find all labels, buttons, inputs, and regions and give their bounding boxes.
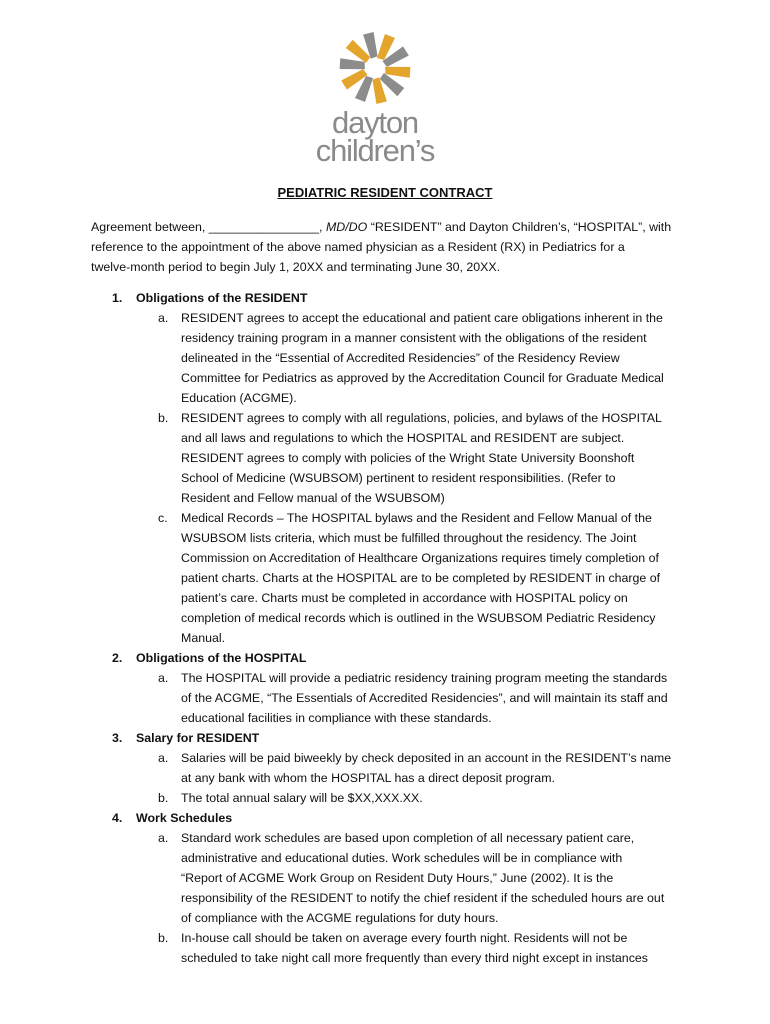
item-text-line: Committee for Pediatrics as approved by the Accreditation Council for Graduate Medical [181, 371, 664, 385]
item-text-line: and all laws and regulations to which the HOSPITAL and RESIDENT are subject. [181, 431, 625, 445]
section-heading-text: Work Schedules [136, 811, 233, 825]
item-letter: c. [158, 511, 168, 525]
item-text-line: The total annual salary will be $XX,XXX.XX. [181, 791, 423, 805]
item-text-line: patient’s care. Charts must be completed in accordance with HOSPITAL policy on [181, 591, 628, 605]
list-item [91, 668, 691, 728]
item-letter: b. [158, 791, 169, 805]
item-text-line: educational facilities in compliance with these standards. [181, 711, 492, 725]
item-text-line: Manual. [181, 631, 226, 645]
item-letter: a. [158, 751, 169, 765]
logo-wordmark [300, 105, 450, 168]
item-text-line: responsibility of the RESIDENT to notify the chief resident if the scheduled hours are out [181, 891, 665, 905]
logo-line-dayton: dayton [332, 105, 418, 140]
item-text-line: of the ACGME, “The Essentials of Accredited Residencies”, and will maintain its staff and [181, 691, 668, 705]
item-text-line: Resident and Fellow manual of the WSUBSOM) [181, 491, 445, 505]
section-heading [91, 808, 691, 828]
list-item [91, 788, 691, 808]
item-text-line: “Report of ACGME Work Group on Resident Duty Hours,” June (2002). It is the [181, 871, 614, 885]
list-item [91, 748, 691, 788]
item-letter: b. [158, 931, 169, 945]
item-text-line: Salaries will be paid biweekly by check deposited in an account in the RESIDENT’s name [181, 751, 672, 765]
section-number: 4. [112, 811, 123, 825]
list-item [91, 928, 691, 968]
item-letter: a. [158, 671, 169, 685]
section-heading-text: Obligations of the RESIDENT [136, 291, 308, 305]
item-text-line: scheduled to take night call more frequently than every third night except in instances [181, 951, 648, 965]
item-text-line: School of Medicine (WSUBSOM) pertinent to resident responsibilities. (Refer to [181, 471, 616, 485]
dayton-childrens-logo [300, 30, 450, 170]
item-text-line: Standard work schedules are based upon completion of all necessary patient care, [181, 831, 635, 845]
section-heading [91, 728, 691, 748]
logo-line-childrens: children’s [315, 133, 435, 168]
section-heading [91, 288, 691, 308]
item-text-line: Commission on Accreditation of Healthcare Organizations requires timely completion of [181, 551, 659, 565]
item-text-line: The HOSPITAL will provide a pediatric residency training program meeting the standards [181, 671, 668, 685]
item-letter: a. [158, 311, 169, 325]
section-heading-text: Obligations of the HOSPITAL [136, 651, 307, 665]
item-text-line: Medical Records – The HOSPITAL bylaws and the Resident and Fellow Manual of the [181, 511, 652, 525]
item-text-line: In-house call should be taken on average every fourth night. Residents will not be [181, 931, 628, 945]
item-text-line: patient charts. Charts at the HOSPITAL are to be completed by RESIDENT in charge of [181, 571, 661, 585]
intro-line-3: twelve-month period to begin July 1, 20XX and terminating June 30, 20XX. [91, 260, 501, 274]
intro-line-2: reference to the appointment of the above named physician as a Resident (RX) in Pediatrics for a [91, 240, 625, 254]
item-text-line: at any bank with whom the HOSPITAL has a direct deposit program. [181, 771, 555, 785]
item-text-line: RESIDENT agrees to accept the educational and patient care obligations inherent in the [181, 311, 663, 325]
sunburst-logo-icon [335, 30, 415, 106]
list-item [91, 408, 691, 508]
item-text-line: Education (ACGME). [181, 391, 297, 405]
section-number: 2. [112, 651, 123, 665]
contract-sections [91, 288, 691, 968]
item-text-line: RESIDENT agrees to comply with all regulations, policies, and bylaws of the HOSPITAL [181, 411, 662, 425]
item-text-line: completion of medical records which is outlined in the WSUBSOM Pediatric Residency [181, 611, 656, 625]
section-heading-text: Salary for RESIDENT [136, 731, 260, 745]
item-text-line: RESIDENT agrees to comply with policies of the Wright State University Boonshoft [181, 451, 635, 465]
item-text-line: of compliance with the ACGME regulations for duty hours. [181, 911, 499, 925]
item-text-line: residency training program in a manner consistent with the obligations of the resident [181, 331, 647, 345]
intro-line-1: Agreement between, ________________, MD/DO “RESIDENT” and Dayton Children’s, “HOSPITAL”, with [91, 220, 672, 234]
agreement-paragraph [91, 217, 691, 277]
document-title: PEDIATRIC RESIDENT CONTRACT [277, 185, 493, 200]
list-item [91, 308, 691, 408]
section-number: 3. [112, 731, 123, 745]
item-text-line: delineated in the “Essential of Accredited Residencies” of the Residency Review [181, 351, 620, 365]
list-item [91, 828, 691, 928]
section-heading [91, 648, 691, 668]
item-text-line: WSUBSOM lists criteria, which must be fulfilled throughout the residency. The Joint [181, 531, 637, 545]
list-item [91, 508, 691, 648]
item-letter: a. [158, 831, 169, 845]
item-letter: b. [158, 411, 169, 425]
section-number: 1. [112, 291, 123, 305]
item-text-line: administrative and educational duties. Work schedules will be in compliance with [181, 851, 623, 865]
